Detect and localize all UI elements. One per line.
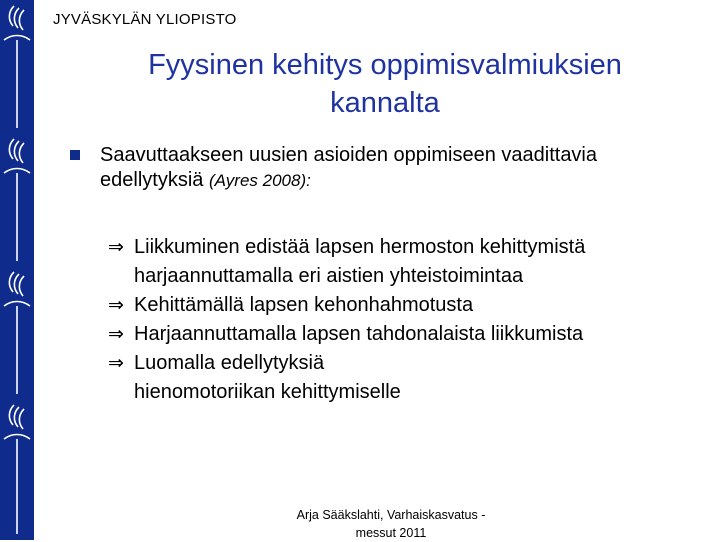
implies-arrow-icon: ⇒ [108,323,124,345]
university-name: JYVÄSKYLÄN YLIOPISTO [53,11,237,28]
sub-item-line-1: Luomalla edellytyksiä [134,352,325,374]
implies-arrow-icon: ⇒ [108,236,124,258]
sub-item-line-1: Kehittämällä lapsen kehonhahmotusta [134,294,474,316]
list-item [108,349,708,407]
left-logo-band [0,0,34,540]
list-item [108,233,708,291]
list-item [108,320,708,349]
sub-item-line-1: Liikkuminen edistää lapsen hermoston kehittymistä [134,236,586,258]
sub-item-line-2: harjaannuttamalla eri aistien yhteistoimintaa [134,265,524,287]
footer-line-1: Arja Sääkslahti, Varhaiskasvatus - [296,508,486,522]
sub-item-line-2: hienomotoriikan kehittymiselle [134,381,401,403]
list-item [108,291,708,320]
university-logo-icon [0,0,34,540]
bullet-citation: (Ayres 2008): [208,171,311,190]
slide-footer [256,506,526,542]
square-bullet-icon [70,150,80,160]
implies-arrow-icon: ⇒ [108,352,124,374]
slide-title-line-1: Fyysinen kehitys oppimisvalmiuksien [148,49,622,81]
sub-bullet-list [108,233,708,407]
main-bullet-text [100,143,700,193]
slide-title [60,46,710,122]
footer-line-2: messut 2011 [355,526,427,540]
implies-arrow-icon: ⇒ [108,294,124,316]
sub-item-line-1: Harjaannuttamalla lapsen tahdonalaista liikkumista [134,323,584,345]
slide-title-line-2: kannalta [330,87,440,119]
bullet-text: Saavuttaakseen uusien asioiden oppimiseen vaadittavia edellytyksiä [100,144,598,191]
